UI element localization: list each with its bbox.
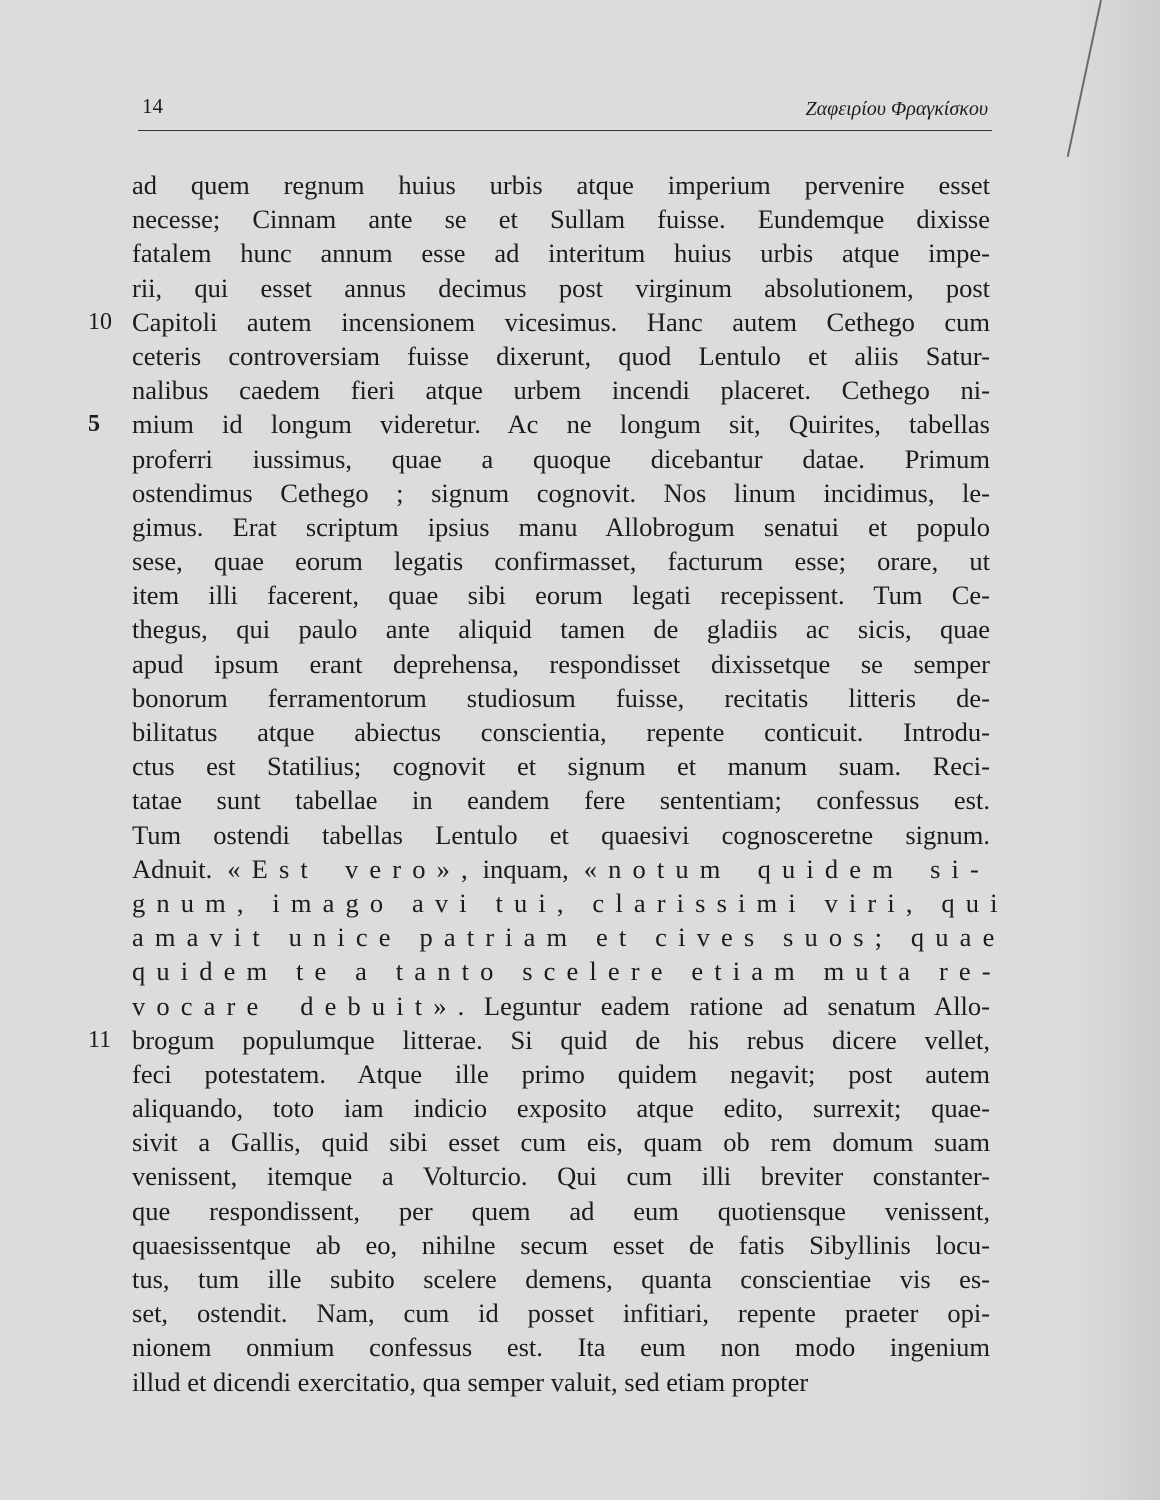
line-segment: , inquam, [461,853,584,884]
text-line-spaced [132,989,990,1023]
text-line: venissent, itemque a Volturcio. Qui cum illi breviter constanter- [132,1161,990,1192]
text-line-spaced: amavit unice patriam et cives suos; quae [132,922,1006,953]
line-segment: . Leguntur eadem ratione ad senatum Allo- [457,990,990,1021]
text-line: item illi facerent, quae sibi eorum legati recepissent. Tum Ce- [132,580,990,611]
spaced-quote: «notum quidem si- [583,853,990,884]
body-text [132,168,1009,1399]
text-line: necesse; Cinnam ante se et Sullam fuisse. Eundemque dixisse [132,204,990,235]
text-line: Capitoli autem incensionem vicesimus. Hanc autem Cethego cum [132,306,990,337]
text-line: aliquando, toto iam indicio exposito atque edito, surrexit; quae- [132,1093,990,1124]
margin-number: 10 [88,308,112,335]
text-line: bonorum ferramentorum studiosum fuisse, recitatis litteris de- [132,682,990,713]
text-line: gimus. Erat scriptum ipsius manu Allobrogum senatui et populo [132,511,990,542]
margin-number: 5 [88,411,100,438]
text-line: nalibus caedem fieri atque urbem incendi placeret. Cethego ni- [132,375,990,406]
text-line-spaced: quidem te a tanto scelere etiam muta re- [132,956,1002,987]
spaced-quote: vocare debuit» [132,990,458,1021]
text-line: brogum populumque litterae. Si quid de his rebus dicere vellet, [132,1024,990,1055]
text-line: illud et dicendi exercitatio, qua semper valuit, sed etiam propter [132,1366,809,1397]
text-line: rii, qui esset annus decimus post virginum absolutionem, post [132,272,990,303]
text-line: thegus, qui paulo ante aliquid tamen de gladiis ac sicis, quae [132,614,990,645]
margin-number: 11 [88,1027,112,1053]
page-fold-shadow [1070,0,1160,1500]
text-line: ceteris controversiam fuisse dixerunt, quod Lentulo et aliis Satur- [132,340,990,371]
text-line: sese, quae eorum legatis confirmasset, facturum esse; orare, ut [132,546,990,577]
running-head: Ζαφειρίου Φραγκίσκου [805,98,988,120]
text-line: tatae sunt tabellae in eandem fere sententiam; confessus est. [132,785,990,816]
text-line: quaesissentque ab eo, nihilne secum esset de fatis Sibyllinis locu- [132,1229,990,1260]
text-line: ostendimus Cethego ; signum cognovit. Nos linum incidimus, le- [132,477,990,508]
text-line-spaced [132,852,990,886]
text-line: apud ipsum erant deprehensa, respondisset dixissetque se semper [132,648,990,679]
text-line: que respondissent, per quem ad eum quotiensque venissent, [132,1195,990,1226]
text-line: tus, tum ille subito scelere demens, quanta conscientiae vis es- [132,1264,990,1294]
text-line: set, ostendit. Nam, cum id posset infitiari, repente praeter opi- [132,1298,990,1329]
text-line: ad quem regnum huius urbis atque imperium pervenire esset [132,170,990,200]
text-line: bilitatus atque abiectus conscientia, repente conticuit. Introdu- [132,717,990,747]
text-line: mium id longum videretur. Ac ne longum sit, Quirites, tabellas [132,409,990,440]
page-header [138,92,992,131]
text-line: Tum ostendi tabellas Lentulo et quaesivi cognosceretne signum. [132,819,990,850]
text-line: feci potestatem. Atque ille primo quidem negavit; post autem [132,1058,990,1089]
page-number: 14 [142,94,163,118]
text-line: proferri iussimus, quae a quoque dicebantur datae. Primum [132,443,990,474]
line-segment: Adnuit. [132,853,228,884]
text-line: sivit a Gallis, quid sibi esset cum eis, quam ob rem domum suam [132,1127,990,1158]
text-line-spaced: gnum, imago avi tui, clarissimi viri, qui [132,887,1009,918]
spaced-quote: «Est vero» [227,853,462,884]
text-line: fatalem hunc annum esse ad interitum huius urbis atque impe- [132,238,990,269]
text-line: nionem onmium confessus est. Ita eum non modo ingenium [132,1332,990,1363]
text-line: ctus est Statilius; cognovit et signum et manum suam. Reci- [132,751,990,782]
